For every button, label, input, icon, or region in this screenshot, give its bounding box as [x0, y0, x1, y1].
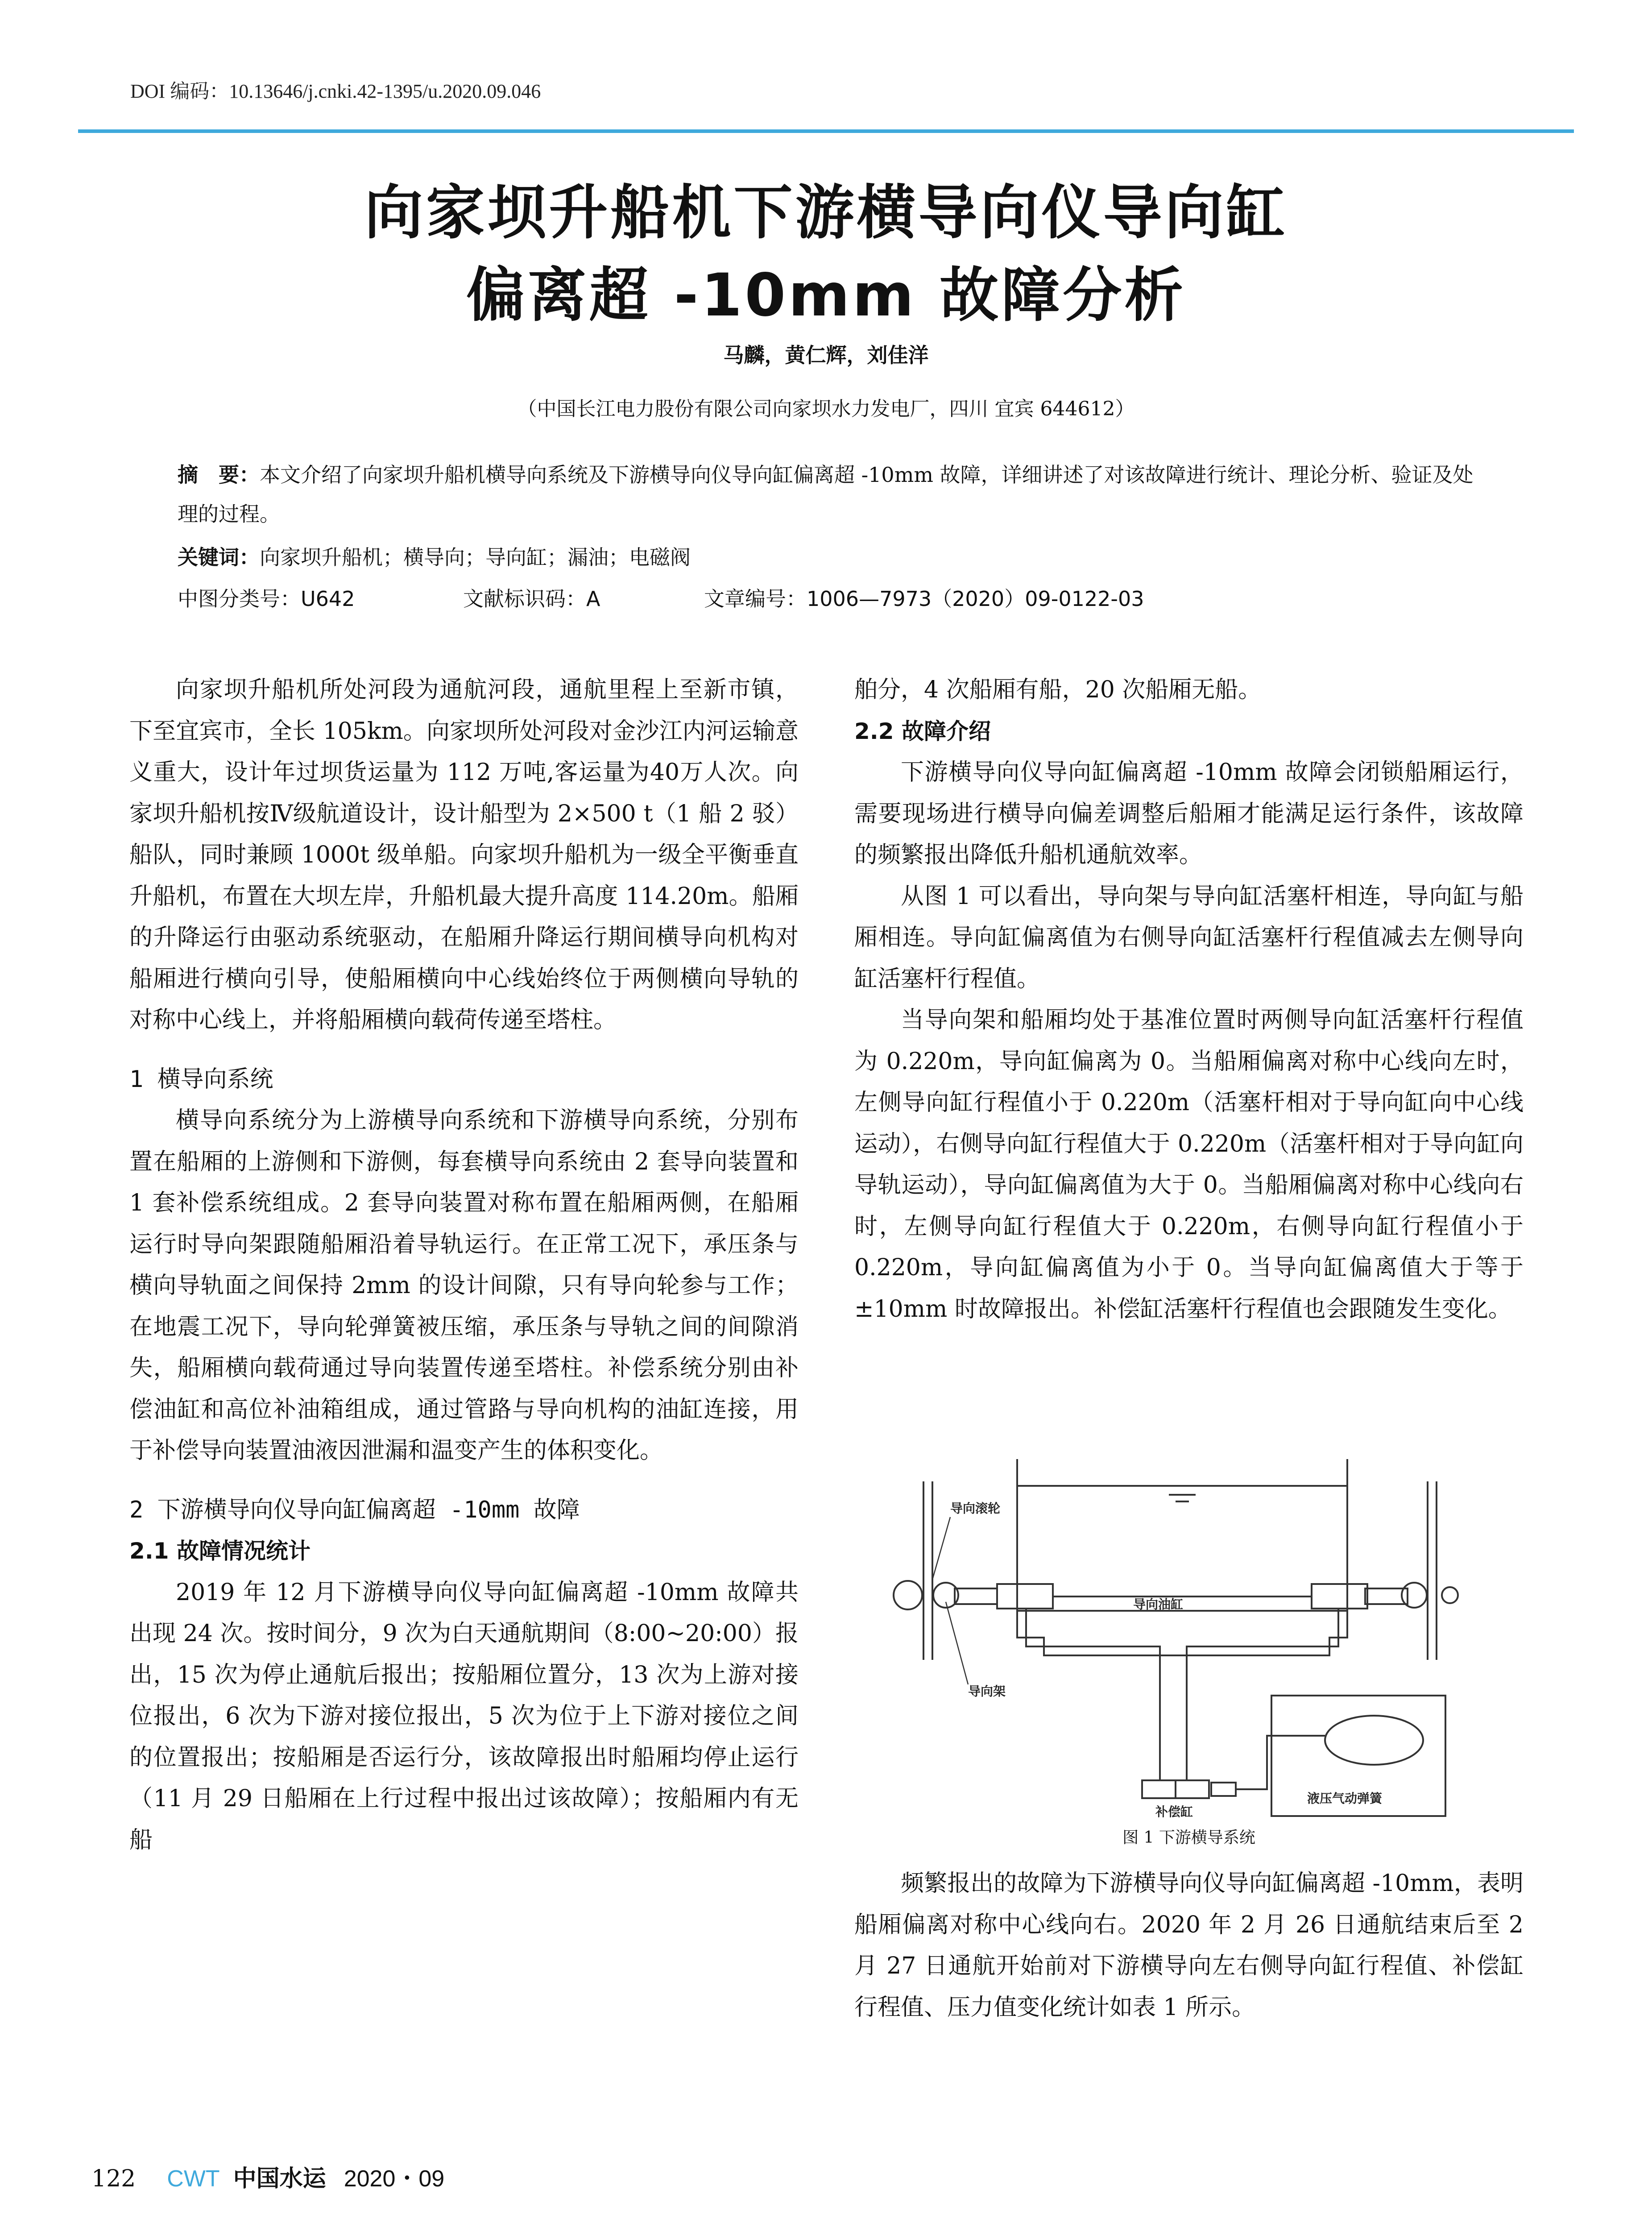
classification-line — [178, 579, 1494, 618]
abstract-text: 本文介绍了向家坝升船机横导向系统及下游横导向仪导向缸偏离超 -10mm 故障，详细讲述了对该故障进行统计、理论分析、验证及处理的过程。 — [178, 463, 1474, 526]
keywords-label: 关键词： — [178, 545, 260, 569]
section-heading-2: 2 下游横导向仪导向缸偏离超 -10mm 故障 — [129, 1496, 580, 1523]
title-line-1: 向家坝升船机下游横导向仪导向缸 — [364, 178, 1288, 247]
label-accumulator: 液压气动弹簧 — [1307, 1791, 1383, 1806]
abstract-label: 摘 要： — [178, 463, 260, 487]
compensation-cylinder-left — [1142, 1780, 1176, 1798]
right-column — [854, 669, 1524, 1330]
journal-issue: 2020・09 — [344, 2166, 445, 2192]
right-guide-cylinder — [1312, 1584, 1367, 1609]
document-code: 文献标识码：A — [463, 587, 600, 611]
paragraph: 横导向系统分为上游横导向系统和下游横导向系统，分别布置在船厢的上游侧和下游侧，每套横导向系统由 2 套导向装置和 1 套补偿系统组成。2 套导向装置对称布置在船厢两侧，在船厢运行时导向架跟随船厢沿着导轨运行。在正常工况下，承压条与横向导轨面之间保持 2mm 的设计间隙，只有导向轮参与工作；在地震工况下，导向轮弹簧被压缩，承压条与导轨之间的间隙消失，船厢横向载荷通过导向装置传递至塔柱。补偿系统分别由补偿油缸和高位补油箱组成，通过管路与导向机构的油缸连接，用于补偿导向装置油液因泄漏和温变产生的体积变化。 — [129, 1107, 799, 1464]
figure-1-diagram — [883, 1446, 1459, 1834]
accumulator-tank — [1325, 1716, 1423, 1765]
page-footer — [91, 2160, 444, 2193]
right-guide-wheel-outer — [1442, 1587, 1458, 1603]
doi-line: DOI 编码：10.13646/j.cnki.42-1395/u.2020.09.046 — [130, 80, 541, 102]
compensation-cylinder-right — [1176, 1780, 1209, 1798]
paragraph: 当导向架和船厢均处于基准位置时两侧导向缸活塞杆行程值为 0.220m，导向缸偏离为 0。当船厢偏离对称中心线向左时，左侧导向缸行程值小于 0.220m（活塞杆相对于导向缸向中心线运动），右侧导向缸行程值大于 0.220m（活塞杆相对于导向缸向导轨运动），导向缸偏离值为大于 0。当船厢偏离对称中心线向右时，左侧导向缸行程值大于 0.220m，右侧导向缸行程值小于 0.220m，导向缸偏离值为小于 0。当导向缸偏离值大于等于 ±10mm 时故障报出。补偿缸活塞杆行程值也会跟随发生变化。 — [854, 1007, 1524, 1323]
header-rule — [78, 129, 1574, 133]
figure-caption: 图 1 下游横导系统 — [1122, 1829, 1255, 1847]
label-guide-frame: 导向架 — [968, 1684, 1006, 1699]
paragraph: 下游横导向仪导向缸偏离超 -10mm 故障会闭锁船厢运行，需要现场进行横导向偏差调整后船厢才能满足运行条件，该故障的频繁报出降低升船机通航效率。 — [854, 759, 1524, 868]
compensation-rod — [1211, 1783, 1236, 1796]
authors: 马麟，黄仁辉，刘佳洋 — [723, 343, 929, 367]
left-column — [129, 669, 799, 1861]
left-guide-frame — [955, 1588, 997, 1604]
article-number: 文章编号：1006—7973（2020）09-0122-03 — [704, 587, 1144, 611]
affiliation: （中国长江电力股份有限公司向家坝水力发电厂，四川 宜宾 644612） — [517, 398, 1135, 420]
keywords-text: 向家坝升船机；横导向；导向缸；漏油；电磁阀 — [260, 545, 691, 569]
paragraph: 从图 1 可以看出，导向架与导向缸活塞杆相连，导向缸与船厢相连。导向缸偏离值为右侧导向缸活塞杆行程值减去左侧导向缸活塞杆行程值。 — [854, 883, 1524, 992]
page-number: 122 — [91, 2165, 136, 2192]
subsection-heading-2-2: 2.2 故障介绍 — [854, 718, 991, 744]
abstract — [178, 455, 1494, 534]
journal-brand: CWT — [167, 2166, 220, 2192]
paragraph: 向家坝升船机所处河段为通航河段，通航里程上至新市镇，下至宜宾市，全长 105km。向家坝所处河段对金沙江内河运输意义重大，设计年过坝货运量为 112 万吨,客运量为40万人次。向家坝升船机按Ⅳ级航道设计，设计船型为 2×500 t（1 船 2 驳）船队，同时兼顾 1000t 级单船。向家坝升船机为一级全平衡垂直升船机，布置在大坝左岸，升船机最大提升高度 114.20m。船厢的升降运行由驱动系统驱动，在船厢升降运行期间横导向机构对船厢进行横向引导，使船厢横向中心线始终位于两侧横向导轨的对称中心线上，并将船厢横向载荷传递至塔柱。 — [129, 676, 799, 1033]
title-line-2: 偏离超 -10mm 故障分析 — [466, 261, 1186, 330]
right-column-continued — [854, 1863, 1524, 2028]
label-compensation-cylinder: 补偿缸 — [1155, 1804, 1193, 1819]
subsection-heading-2-1: 2.1 故障情况统计 — [129, 1538, 311, 1564]
label-guide-wheel: 导向滚轮 — [950, 1501, 1001, 1516]
paragraph: 频繁报出的故障为下游横导向仪导向缸偏离超 -10mm，表明船厢偏离对称中心线向右。2020 年 2 月 26 日通航结束后至 2 月 27 日通航开始前对下游横导向左右侧导向缸行程值、补偿缸行程值、压力值变化统计如表 1 所示。 — [854, 1870, 1524, 2021]
journal-name: 中国水运 — [233, 2165, 326, 2192]
paragraph: 2019 年 12 月下游横导向仪导向缸偏离超 -10mm 故障共出现 24 次。按时间分，9 次为白天通航期间（8:00~20:00）报出，15 次为停止通航后报出；按船厢位置分，13 次为上游对接位报出，6 次为下游对接位报出，5 次为位于上下游对接位之间的位置报出；按船厢是否运行分，该故障报出时船厢均停止运行（11 月 29 日船厢在上行过程中报出过该故障）；按船厢内有无船 — [129, 1579, 799, 1854]
label-guide-cylinder: 导向油缸 — [1133, 1597, 1184, 1612]
left-guide-cylinder — [997, 1584, 1053, 1609]
left-guide-wheel-outer — [894, 1581, 922, 1609]
keywords — [178, 538, 1494, 577]
clc-number: 中图分类号：U642 — [178, 587, 355, 611]
section-heading-1: 1 横导向系统 — [129, 1066, 273, 1093]
paragraph: 舶分，4 次船厢有船，20 次船厢无船。 — [854, 676, 1262, 703]
